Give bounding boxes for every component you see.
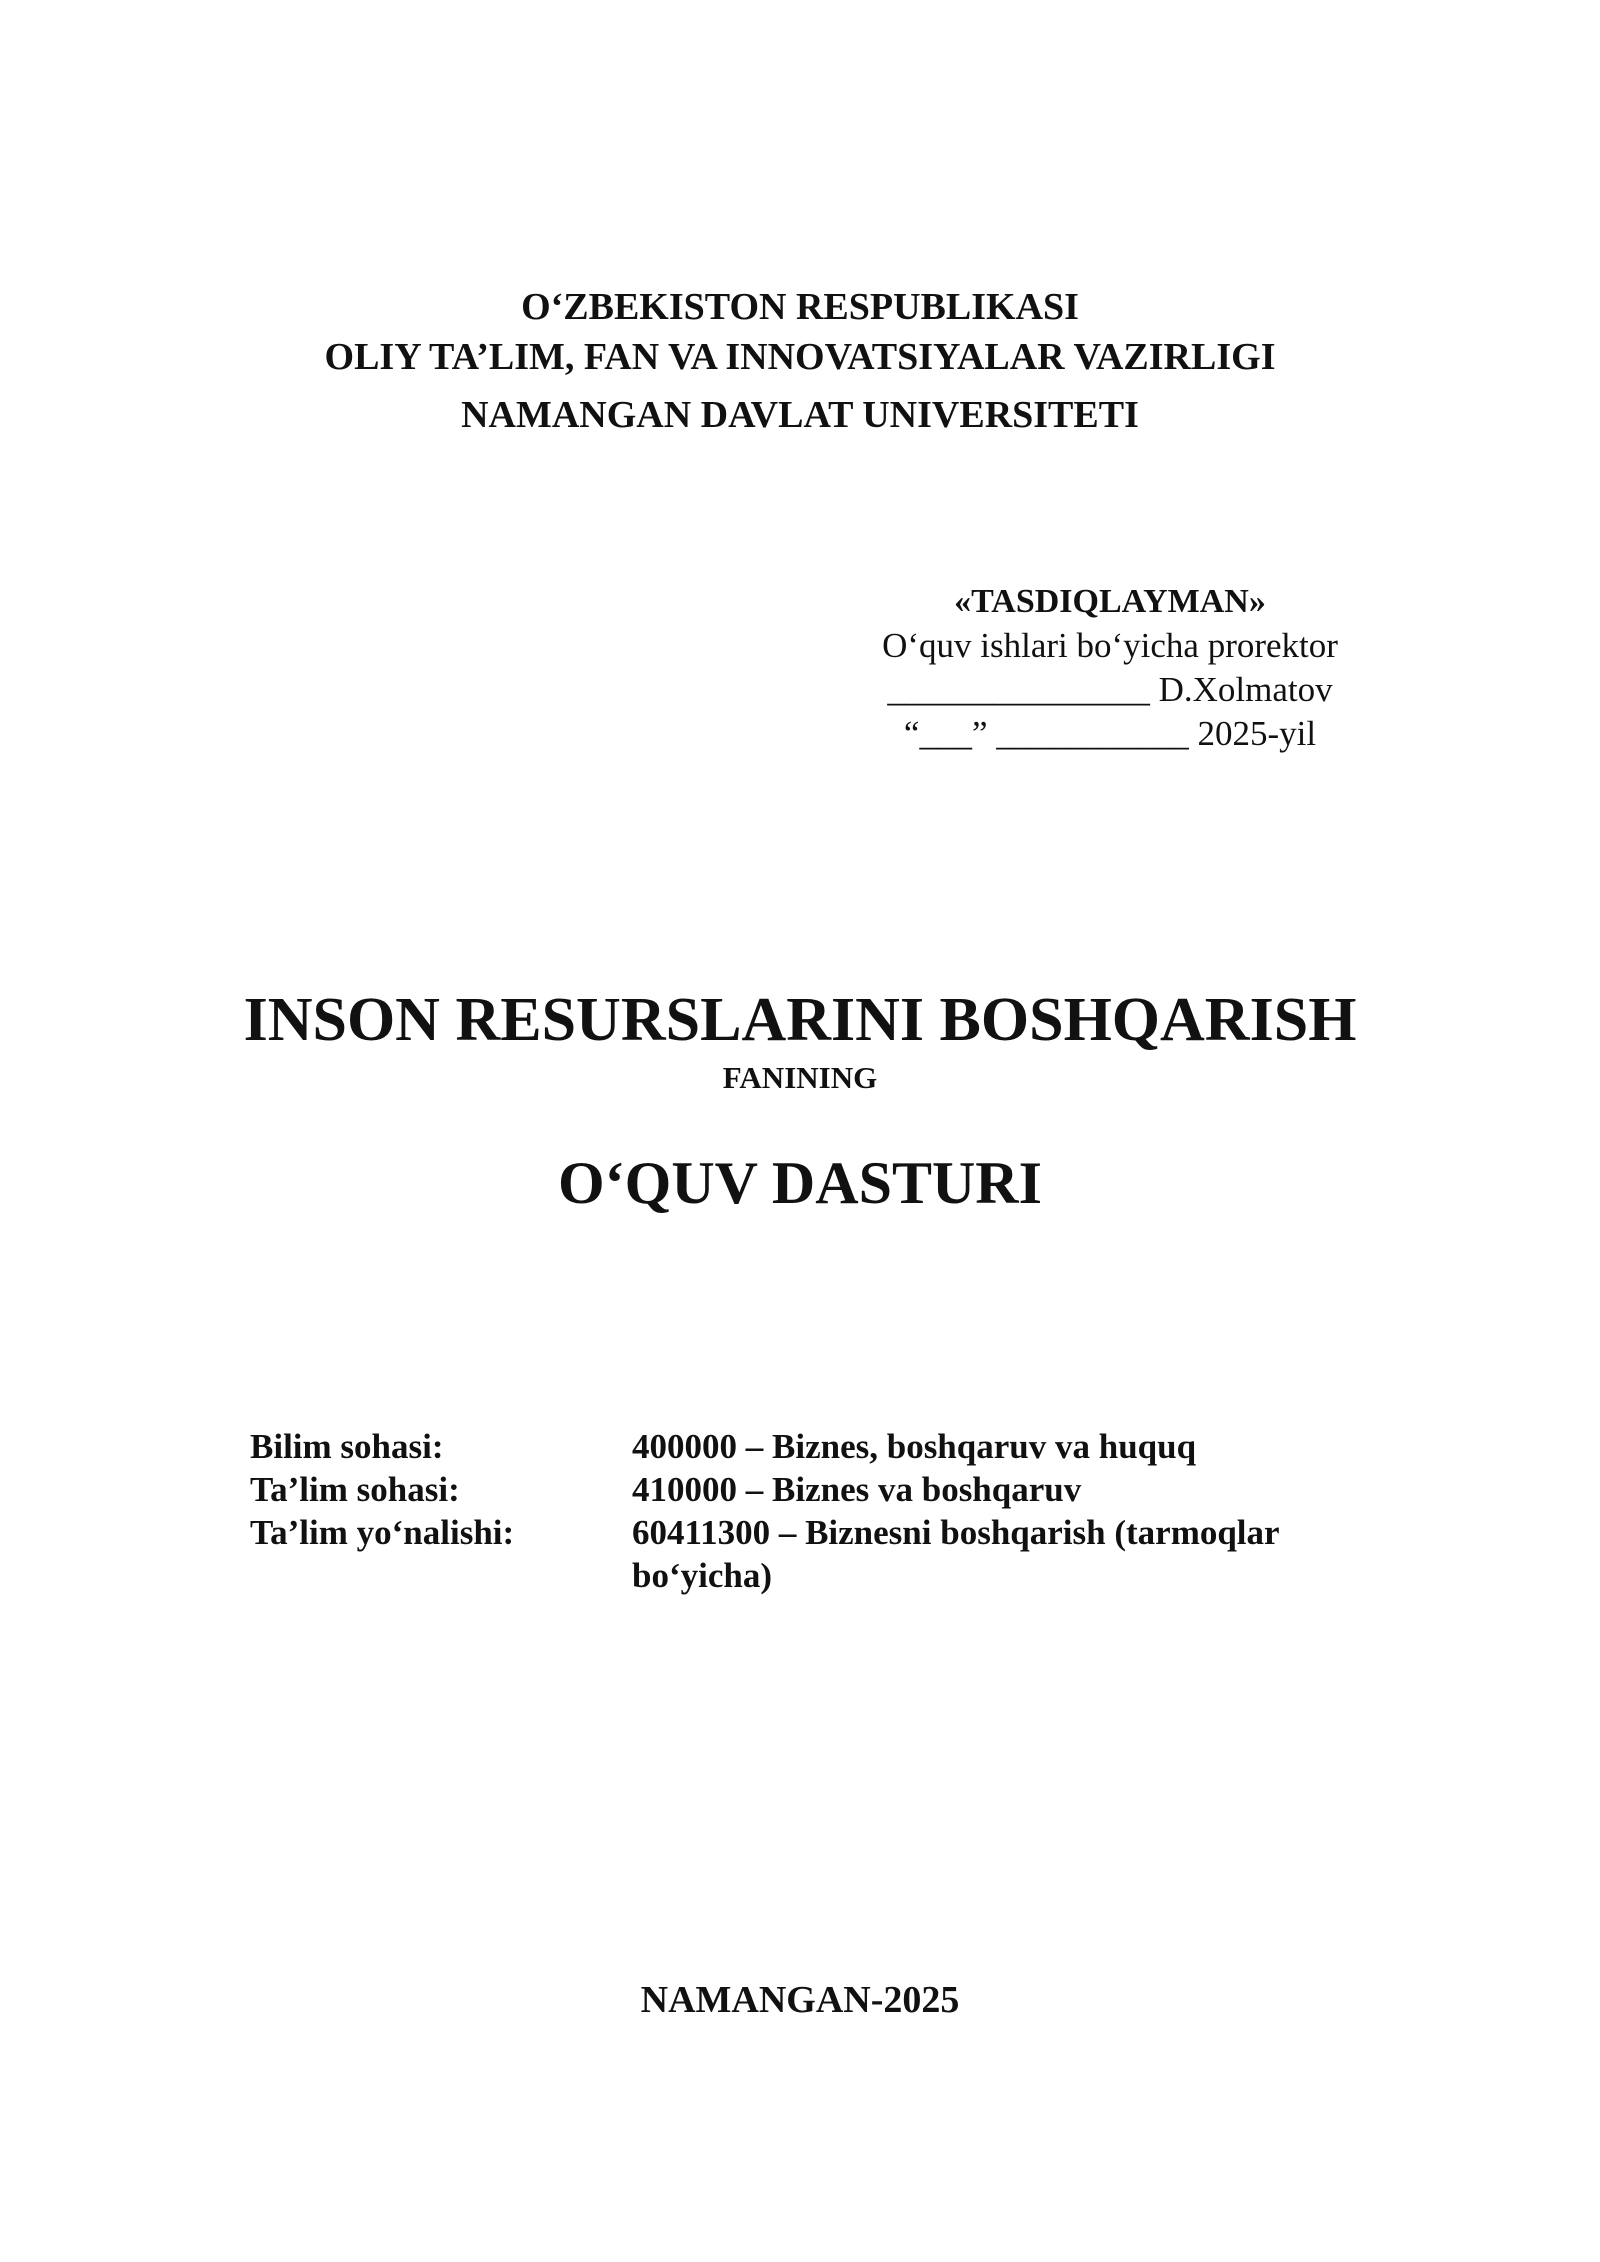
approval-date-line: “___” ___________ 2025-yil [903,714,1317,753]
program-info-row [250,1511,1400,1597]
header-university: NAMANGAN DAVLAT UNIVERSITETI [461,394,1139,436]
info-label-education-direction: Ta’lim yo‘nalishi: [250,1513,515,1552]
approval-title: «TASDIQLAYMAN» [954,583,1266,620]
info-value-education-direction: 60411300 – Biznesni boshqarish (tarmoqlar bo‘yicha) [632,1513,1279,1595]
info-label-knowledge-area: Bilim sohasi: [250,1427,444,1466]
header-ministry: OLIY TA’LIM, FAN VA INNOVATSIYALAR VAZIRLIGI [324,336,1276,378]
header-country: O‘ZBEKISTON RESPUBLIKASI [521,286,1079,328]
course-title: INSON RESURSLARINI BOSHQARISH [243,986,1357,1054]
program-info-row [250,1468,1400,1511]
info-value-knowledge-area: 400000 – Biznes, boshqaruv va huquq [632,1427,1197,1466]
info-label-education-area: Ta’lim sohasi: [250,1470,460,1509]
approval-block [840,580,1380,756]
program-info-table [250,1425,1400,1597]
footer-place-year: NAMANGAN-2025 [640,1979,960,2021]
ministry-header [0,282,1600,440]
course-subtitle: FANINING [722,1060,878,1095]
approval-position: O‘quv ishlari bo‘yicha prorektor [882,626,1338,665]
approval-signature-line: _______________ D.Xolmatov [887,670,1333,709]
document-type: O‘QUV DASTURI [558,1150,1042,1216]
program-info-row [250,1425,1400,1468]
info-value-education-area: 410000 – Biznes va boshqaruv [632,1470,1082,1509]
